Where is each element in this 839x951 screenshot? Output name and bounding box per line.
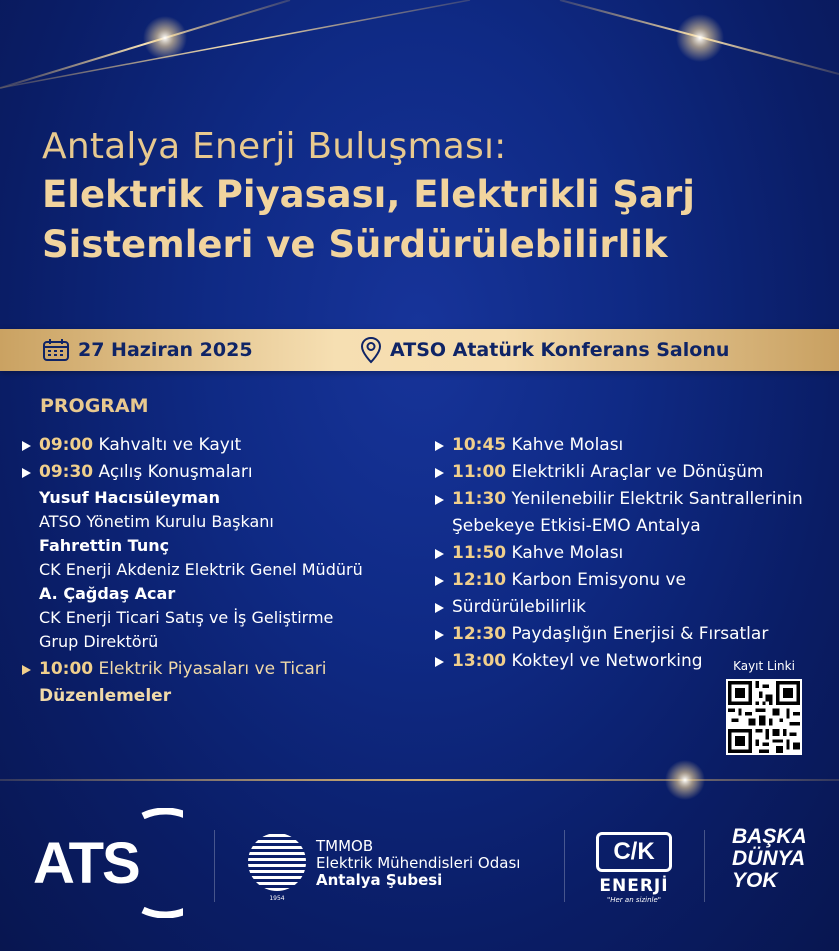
baska-dunya-yok-logo: [732, 826, 812, 892]
ck-logo-name: ENERJİ: [599, 876, 669, 896]
play-arrow-icon: [435, 468, 444, 478]
play-arrow-icon: [435, 441, 444, 451]
item-label: Açılış Konuşmaları: [98, 462, 253, 482]
program-item: [435, 486, 825, 540]
footer-separator: [214, 830, 215, 902]
footer-separator: [704, 830, 705, 902]
program-item: [22, 432, 422, 459]
speaker: [22, 486, 422, 534]
location-pin-icon: [360, 336, 382, 364]
item-label: Paydaşlığın Enerjisi & Fırsatlar: [511, 624, 769, 644]
title-line-2: Elektrik Piyasası, Elektrikli Şarj: [42, 173, 695, 216]
baska-line-2: DÜNYA: [732, 847, 806, 870]
decorative-light-lines: [0, 0, 839, 120]
item-label: Kahvaltı ve Kayıt: [98, 435, 242, 455]
event-date: [42, 329, 253, 371]
program-item: [435, 459, 825, 486]
program-item: [435, 621, 825, 648]
speaker: [22, 534, 422, 582]
program-title: PROGRAM: [40, 395, 149, 417]
item-label: Kokteyl ve Networking: [511, 651, 703, 671]
play-arrow-icon: [435, 549, 444, 559]
event-date-text: 27 Haziran 2025: [78, 339, 253, 361]
item-label: Yenilenebilir Elektrik Santrallerinin: [511, 489, 803, 509]
ats-logo-text: ATS: [33, 831, 139, 896]
event-location-text: ATSO Atatürk Konferans Salonu: [390, 339, 730, 361]
speaker-name: A. Çağdaş Acar: [39, 584, 176, 603]
speaker-name: Yusuf Hacısüleyman: [39, 488, 220, 507]
item-time: 11:00: [452, 462, 507, 482]
item-time: 09:30: [39, 462, 94, 482]
speaker-name: Fahrettin Tunç: [39, 536, 170, 555]
ck-logo-slogan: "Her an sizinle": [607, 896, 661, 904]
speaker-role: CK Enerji Ticari Satış ve İş Geliştirme: [39, 608, 334, 627]
program-item: [435, 540, 825, 567]
play-arrow-icon: [435, 657, 444, 667]
speaker-role: Grup Direktörü: [39, 632, 159, 651]
qr-code-icon[interactable]: [726, 679, 802, 755]
ats-logo: [33, 808, 183, 918]
play-arrow-icon: [435, 495, 444, 505]
item-time: 11:50: [452, 543, 507, 563]
speaker: [22, 582, 422, 654]
baska-line-1: BAŞKA: [732, 825, 807, 848]
program-item: [22, 656, 422, 710]
play-arrow-icon: [22, 441, 31, 451]
play-arrow-icon: [22, 468, 31, 478]
emo-year: 1954: [269, 895, 285, 902]
emo-logo: [246, 830, 546, 910]
program-item: [22, 459, 422, 486]
item-label: Düzenlemeler: [39, 686, 172, 706]
item-time: 12:10: [452, 570, 507, 590]
play-arrow-icon: [435, 576, 444, 586]
item-time: 10:45: [452, 435, 507, 455]
item-label: Elektrik Piyasaları ve Ticari: [98, 659, 327, 679]
item-time: 12:30: [452, 624, 507, 644]
item-time: 13:00: [452, 651, 507, 671]
item-label: Sürdürülebilirlik: [452, 597, 587, 617]
ck-logo-mark: C/K: [596, 832, 672, 872]
qr-label: Kayıt Linki: [733, 659, 795, 673]
item-time: 09:00: [39, 435, 94, 455]
date-location-ribbon: [0, 329, 839, 371]
registration-qr[interactable]: [726, 659, 802, 755]
item-time: 11:30: [452, 489, 507, 509]
emo-text: [316, 838, 520, 889]
speaker-role: ATSO Yönetim Kurulu Başkanı: [39, 512, 274, 531]
title-line-3: Sistemleri ve Sürdürülebilirlik: [42, 223, 668, 266]
emo-line-2: Elektrik Mühendisleri Odası: [316, 854, 521, 872]
item-time: 10:00: [39, 659, 94, 679]
item-label: Kahve Molası: [511, 435, 624, 455]
footer-separator: [564, 830, 565, 902]
item-label: Kahve Molası: [511, 543, 624, 563]
ck-enerji-logo: [594, 832, 674, 907]
title-line-1: Antalya Enerji Buluşması:: [42, 126, 507, 167]
speaker-role: CK Enerji Akdeniz Elektrik Genel Müdürü: [39, 560, 363, 579]
calendar-icon: [42, 338, 70, 362]
play-arrow-icon: [435, 630, 444, 640]
program-column-right: [435, 432, 825, 675]
baska-line-3: YOK: [732, 869, 778, 892]
program-item: [435, 567, 825, 594]
item-label: Karbon Emisyonu ve: [511, 570, 686, 590]
program-item: [435, 594, 825, 621]
program-column-left: [22, 432, 422, 710]
emo-line-1: TMMOB: [316, 837, 374, 855]
play-arrow-icon: [22, 665, 31, 675]
item-label: Elektrikli Araçlar ve Dönüşüm: [511, 462, 764, 482]
emo-line-3: Antalya Şubesi: [316, 871, 443, 889]
title-area: [42, 124, 822, 270]
event-location: [360, 329, 729, 371]
item-label: Şebekeye Etkisi-EMO Antalya: [452, 516, 701, 536]
divider-sparkle: [655, 758, 715, 802]
play-arrow-icon: [435, 603, 444, 613]
program-item: [435, 432, 825, 459]
